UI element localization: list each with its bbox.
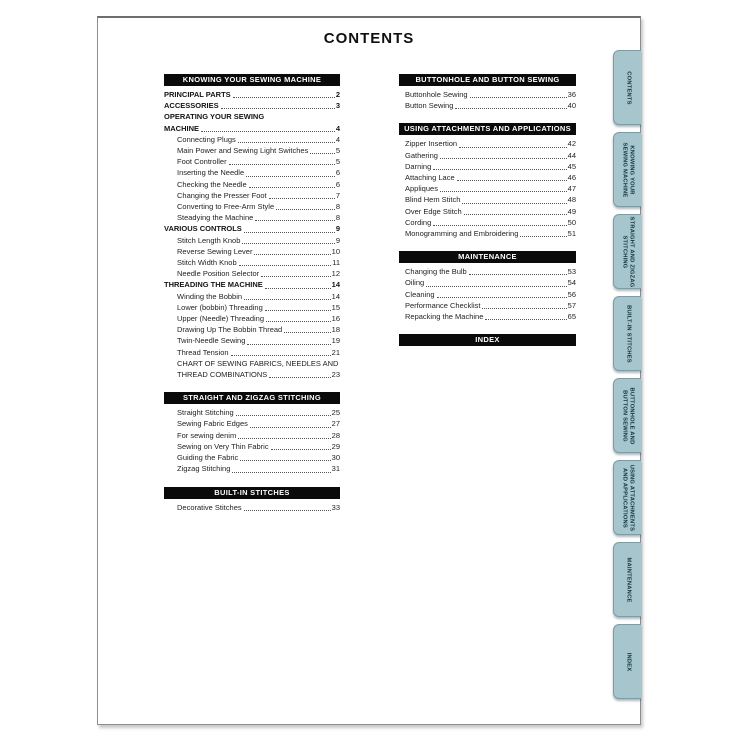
toc-entry: [177, 313, 340, 324]
toc-entry: [164, 223, 340, 234]
entry-label: Connecting Plugs: [177, 134, 236, 144]
toc-entry: [164, 111, 340, 122]
side-tab-label-line: MAINTENANCE: [625, 556, 631, 603]
entry-label: Blind Hem Stitch: [405, 195, 461, 205]
entry-page-number: 56: [567, 289, 576, 299]
entry-label: Inserting the Needle: [177, 168, 245, 178]
entry-page-number: 9: [335, 224, 340, 234]
toc-entry: [405, 100, 576, 111]
section-entries: [164, 499, 340, 513]
dotted-leader: [462, 203, 566, 204]
entry-label: Attaching Lace: [405, 173, 455, 183]
dotted-leader: [255, 220, 335, 221]
toc-entry: [164, 100, 340, 111]
toc-entry: [177, 324, 340, 335]
dotted-leader: [269, 377, 330, 378]
dotted-leader: [269, 198, 335, 199]
toc-entry: [164, 123, 340, 134]
toc-entry: [405, 183, 576, 194]
entry-label: Drawing Up The Bobbin Thread: [177, 325, 283, 335]
entry-label: Needle Position Selector: [177, 269, 260, 279]
dotted-leader: [265, 288, 331, 289]
section-header-label: USING ATTACHMENTS AND APPLICATIONS: [404, 124, 571, 134]
toc-section-using-attachments-and-applications: [399, 123, 576, 239]
dotted-leader: [233, 97, 335, 98]
entry-label: Straight Stitching: [177, 408, 234, 418]
dotted-leader: [469, 274, 567, 275]
entry-label: Over Edge Stitch: [405, 206, 462, 216]
entry-label: Upper (Needle) Threading: [177, 314, 264, 324]
entry-label: Main Power and Sewing Light Switches: [177, 146, 309, 156]
entry-label: Gathering: [405, 150, 438, 160]
entry-page-number: 46: [567, 173, 576, 183]
entry-label: VARIOUS CONTROLS: [164, 224, 242, 234]
dotted-leader: [485, 319, 566, 320]
entry-label: Reverse Sewing Lever: [177, 246, 253, 256]
dotted-leader: [249, 187, 335, 188]
dotted-leader: [271, 449, 331, 450]
toc-entry: [177, 430, 340, 441]
entry-page-number: 19: [331, 336, 340, 346]
entry-page-number: 47: [567, 184, 576, 194]
side-tab-label: [614, 133, 641, 206]
entry-label: Twin-Needle Sewing: [177, 336, 246, 346]
side-tab-knowing-your-sewing-machine: [613, 132, 641, 207]
entry-label: THREADING THE MACHINE: [164, 280, 263, 290]
entry-label: Stitch Length Knob: [177, 235, 241, 245]
toc-entry: [177, 201, 340, 212]
dotted-leader: [437, 297, 567, 298]
entry-label: For sewing denim: [177, 430, 237, 440]
dotted-leader: [232, 472, 330, 473]
entry-page-number: 5: [335, 146, 340, 156]
entry-page-number: 21: [331, 347, 340, 357]
entry-page-number: 16: [331, 314, 340, 324]
section-header-label: MAINTENANCE: [458, 252, 517, 262]
section-entries: [164, 86, 340, 380]
entry-page-number: 31: [331, 464, 340, 474]
dotted-leader: [239, 265, 332, 266]
dotted-leader: [440, 158, 567, 159]
dotted-leader: [310, 153, 335, 154]
toc-entry: [405, 289, 576, 300]
dotted-leader: [276, 209, 335, 210]
toc-entry: [405, 150, 576, 161]
section-header-bar: [164, 74, 340, 86]
toc-entry: [405, 266, 576, 277]
dotted-leader: [470, 97, 567, 98]
entry-page-number: 28: [331, 430, 340, 440]
entry-label: Foot Controller: [177, 157, 227, 167]
section-entries: [399, 86, 576, 111]
section-entries: [399, 346, 576, 349]
side-tab-label: [614, 625, 641, 698]
side-tab-label: [614, 51, 641, 124]
side-tab-label: [614, 461, 641, 534]
side-tab-label-line: SEWING MACHINE: [621, 142, 628, 197]
toc-entry: [164, 89, 340, 100]
toc-entry: [177, 190, 340, 201]
entry-page-number: 57: [567, 300, 576, 310]
toc-entry: [177, 167, 340, 178]
toc-section-straight-and-zigzag-stitching: [164, 392, 340, 474]
entry-label: MACHINE: [164, 123, 199, 133]
dotted-leader: [426, 286, 566, 287]
entry-label: Sewing on Very Thin Fabric: [177, 441, 269, 451]
entry-label: Appliques: [405, 184, 438, 194]
side-tab-label-line: AND APPLICATIONS: [621, 467, 628, 528]
entry-label: Converting to Free-Arm Style: [177, 202, 275, 212]
toc-entry: [177, 369, 340, 380]
side-tab-label: [614, 543, 641, 616]
dotted-leader: [440, 191, 567, 192]
toc-entry: [177, 268, 340, 279]
entry-label: Cleaning: [405, 289, 435, 299]
entry-page-number: 51: [567, 229, 576, 239]
dotted-leader: [464, 214, 567, 215]
entry-page-number: 9: [335, 235, 340, 245]
side-tab-label-line: STRAIGHT AND ZIGZAG: [628, 216, 635, 287]
section-entries: [399, 263, 576, 322]
entry-label: Changing the Bulb: [405, 267, 467, 277]
section-header-bar: [399, 334, 576, 346]
toc-section-buttonhole-and-button-sewing: [399, 74, 576, 111]
entry-label: Changing the Presser Foot: [177, 190, 267, 200]
dotted-leader: [455, 108, 566, 109]
entry-label: Buttonhole Sewing: [405, 90, 468, 99]
side-tab-maintenance: [613, 542, 641, 617]
dotted-leader: [433, 169, 566, 170]
toc-entry: [177, 257, 340, 268]
entry-page-number: 6: [335, 168, 340, 178]
entry-label: Button Sewing: [405, 101, 454, 111]
entry-label: Performance Checklist: [405, 300, 481, 310]
entry-page-number: 42: [567, 139, 576, 149]
side-tab-buttonhole-and-button-sewing: [613, 378, 641, 453]
section-header-bar: [164, 392, 340, 404]
side-tab-label: [614, 297, 641, 370]
entry-label: Zigzag Stitching: [177, 464, 231, 474]
toc-entry: [177, 347, 340, 358]
dotted-leader: [520, 236, 566, 237]
entry-page-number: 48: [567, 195, 576, 205]
dotted-leader: [459, 147, 567, 148]
toc-entry: [177, 291, 340, 302]
entry-page-number: 33: [331, 502, 340, 512]
side-tab-label-line: KNOWING YOUR: [628, 144, 635, 195]
toc-entry: [405, 300, 576, 311]
dotted-leader: [244, 510, 331, 511]
entry-page-number: 7: [335, 190, 340, 200]
toc-section-maintenance: [399, 251, 576, 322]
entry-label: Cording: [405, 217, 432, 227]
entry-page-number: 44: [567, 150, 576, 160]
toc-entry: [177, 463, 340, 474]
entry-page-number: 27: [331, 419, 340, 429]
entry-page-number: 18: [331, 325, 340, 335]
dotted-leader: [244, 299, 331, 300]
dotted-leader: [433, 225, 566, 226]
side-tab-label: [614, 379, 641, 452]
dotted-leader: [482, 308, 566, 309]
section-header-bar: [399, 123, 576, 135]
entry-page-number: 14: [331, 280, 340, 290]
toc-entry: [177, 502, 340, 513]
entry-page-number: 29: [331, 441, 340, 451]
dotted-leader: [261, 276, 331, 277]
toc-entry: [177, 145, 340, 156]
toc-entry: [177, 134, 340, 145]
side-tab-label: [614, 215, 641, 288]
toc-column-left: [164, 74, 340, 513]
entry-page-number: 53: [567, 267, 576, 277]
entry-page-number: 15: [331, 302, 340, 312]
entry-page-number: 14: [331, 291, 340, 301]
dotted-leader: [457, 180, 567, 181]
toc-entry: [405, 217, 576, 228]
dotted-leader: [221, 108, 335, 109]
entry-label: CHART OF SEWING FABRICS, NEEDLES AND: [177, 358, 339, 368]
entry-page-number: 6: [335, 179, 340, 189]
side-tab-label-line: INDEX: [625, 652, 631, 671]
toc-entry: [405, 206, 576, 217]
entry-label: Decorative Stitches: [177, 502, 242, 512]
toc-entry: [177, 441, 340, 452]
dotted-leader: [247, 344, 330, 345]
side-tab-label-line: BUTTON SEWING: [621, 389, 628, 442]
entry-label: Darning: [405, 161, 432, 171]
entry-label: PRINCIPAL PARTS: [164, 90, 231, 99]
entry-page-number: 30: [331, 453, 340, 463]
toc-section-index: [399, 334, 576, 349]
entry-label: Checking the Needle: [177, 179, 247, 189]
entry-page-number: 8: [335, 213, 340, 223]
dotted-leader: [242, 243, 334, 244]
section-header-label: KNOWING YOUR SEWING MACHINE: [182, 75, 322, 84]
section-header-label: BUILT-IN STITCHES: [214, 487, 290, 497]
entry-label: Stitch Width Knob: [177, 258, 237, 268]
toc-entry: [177, 156, 340, 167]
section-header-label: BUTTONHOLE AND BUTTON SEWING: [415, 75, 560, 84]
entry-label: Lower (bobbin) Threading: [177, 302, 263, 312]
entry-label: Monogramming and Embroidering: [405, 229, 519, 239]
toc-column-right: [399, 74, 576, 349]
toc-entry: [177, 246, 340, 257]
entry-label: OPERATING YOUR SEWING: [164, 112, 265, 122]
toc-entry: [177, 302, 340, 313]
dotted-leader: [250, 427, 331, 428]
entry-page-number: 25: [331, 408, 340, 418]
entry-label: Guiding the Fabric: [177, 453, 239, 463]
entry-page-number: 5: [335, 157, 340, 167]
dotted-leader: [240, 460, 330, 461]
section-header-bar: [164, 487, 340, 499]
toc-section-built-in-stitches: [164, 487, 340, 513]
entry-page-number: 54: [567, 278, 576, 288]
entry-page-number: 12: [331, 269, 340, 279]
toc-entry: [405, 228, 576, 239]
toc-section-knowing-your-sewing-machine: [164, 74, 340, 380]
dotted-leader: [231, 355, 331, 356]
dotted-leader: [244, 232, 335, 233]
side-tab-built-in-stitches: [613, 296, 641, 371]
dotted-leader: [266, 321, 331, 322]
side-tab-straight-and-zigzag-stitching: [613, 214, 641, 289]
entry-page-number: 49: [567, 206, 576, 216]
entry-page-number: 10: [331, 246, 340, 256]
section-header-label: INDEX: [475, 335, 500, 345]
entry-label: Thread Tension: [177, 347, 229, 357]
toc-entry: [177, 418, 340, 429]
entry-page-number: 65: [567, 312, 576, 322]
dotted-leader: [284, 332, 330, 333]
toc-entry: [405, 161, 576, 172]
entry-page-number: 36: [567, 90, 576, 99]
toc-entry: [164, 279, 340, 290]
entry-page-number: 8: [335, 202, 340, 212]
section-entries: [399, 135, 576, 239]
entry-page-number: 2: [335, 90, 340, 99]
side-tab-strip: [613, 18, 641, 724]
dotted-leader: [201, 131, 335, 132]
side-tab-index: [613, 624, 641, 699]
entry-label: Oiling: [405, 278, 425, 288]
toc-entry: [177, 335, 340, 346]
toc-entry: [177, 407, 340, 418]
section-header-bar: [399, 251, 576, 263]
toc-entry: [405, 277, 576, 288]
entry-page-number: 23: [331, 370, 340, 380]
entry-page-number: 11: [332, 258, 340, 268]
toc-entry: [177, 235, 340, 246]
section-header-bar: [399, 74, 576, 86]
side-tab-label-line: USING ATTACHMENTS: [628, 464, 635, 531]
entry-page-number: 4: [335, 123, 340, 133]
side-tab-label-line: STITCHING: [621, 234, 628, 269]
toc-entry: [405, 89, 576, 100]
entry-label: Repacking the Machine: [405, 312, 484, 322]
dotted-leader: [265, 310, 331, 311]
page-title: CONTENTS: [323, 30, 415, 47]
side-tab-label-line: BUILT-IN STITCHES: [625, 304, 631, 363]
entry-label: Winding the Bobbin: [177, 291, 243, 301]
side-tab-label-line: BUTTONHOLE AND: [628, 387, 635, 444]
entry-label: Zipper Insertion: [405, 139, 458, 149]
section-header-label: STRAIGHT AND ZIGZAG STITCHING: [183, 393, 321, 403]
dotted-leader: [229, 164, 335, 165]
toc-entry: [177, 212, 340, 223]
entry-page-number: 40: [567, 101, 576, 111]
toc-entry: [405, 311, 576, 322]
toc-entry: [177, 358, 340, 369]
section-entries: [164, 404, 340, 474]
dotted-leader: [246, 176, 335, 177]
entry-label: THREAD COMBINATIONS: [177, 370, 268, 380]
entry-page-number: 50: [567, 217, 576, 227]
entry-label: Steadying the Machine: [177, 213, 254, 223]
toc-entry: [177, 452, 340, 463]
entry-page-number: 3: [335, 101, 340, 111]
entry-label: ACCESSORIES: [164, 101, 219, 111]
dotted-leader: [238, 142, 335, 143]
toc-entry: [405, 138, 576, 149]
manual-page: [97, 16, 641, 725]
side-tab-using-attachments-and-applications: [613, 460, 641, 535]
toc-entry: [405, 172, 576, 183]
entry-page-number: 45: [567, 161, 576, 171]
side-tab-label-line: CONTENTS: [625, 70, 631, 105]
entry-label: Sewing Fabric Edges: [177, 419, 248, 429]
dotted-leader: [238, 438, 330, 439]
dotted-leader: [236, 415, 331, 416]
toc-entry: [177, 179, 340, 190]
toc-entry: [405, 194, 576, 205]
dotted-leader: [254, 254, 330, 255]
entry-page-number: 4: [335, 134, 340, 144]
side-tab-contents: [613, 50, 641, 125]
